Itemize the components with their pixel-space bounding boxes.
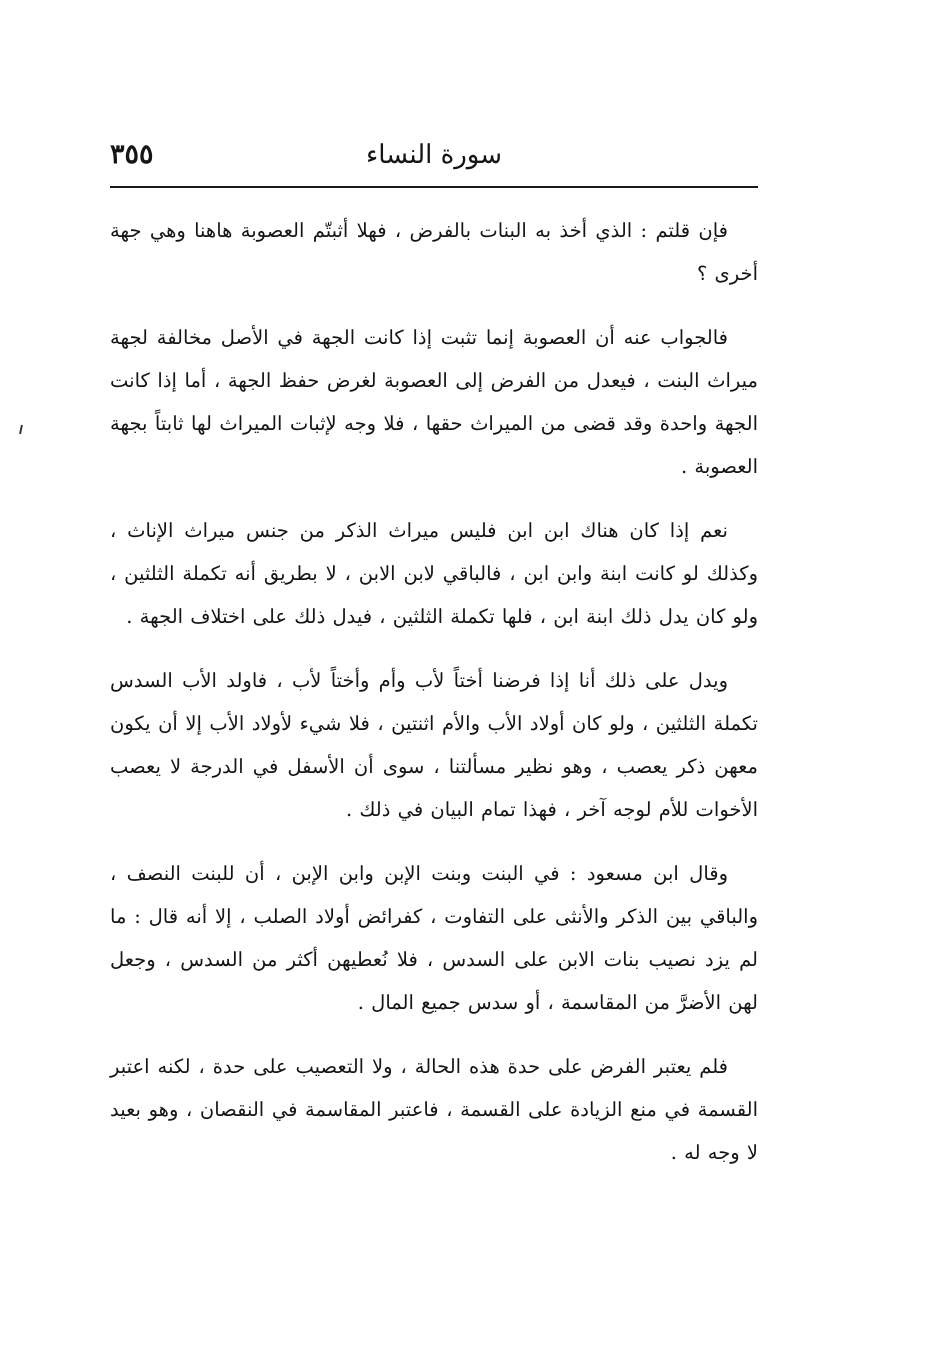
paragraph-5: وقال ابن مسعود : في البنت وبنت الإبن وابن الإبن ، أن للبنت النصف ، والباقي بين الذكر والأنثى على التفاوت ، كفرائض أولاد الصلب ، إلا أنه قال : ما لم يزد نصيب بنات الابن على السدس ، فلا نُعطيهن أكثر من السدس ، وجعل لهن الأضرَّ من المقاسمة ، أو سدس جميع المال . [110,862,758,1014]
paragraph-2: فالجواب عنه أن العصوبة إنما تثبت إذا كانت الجهة في الأصل مخالفة لجهة ميراث البنت ، فيعدل من الفرض إلى العصوبة لغرض حفظ الجهة ، أما إذا كانت الجهة واحدة وقد قضى من الميراث حقها ، فلا وجه لإثبات الميراث لها ثابتاً بجهة العصوبة . [110,326,758,478]
body-text [110,209,758,1174]
paragraph-4: ويدل على ذلك أنا إذا فرضنا أختاً لأب وأم وأختاً لأب ، فاولد الأب السدس تكملة الثلثين ، ولو كان أولاد الأب والأم اثنتين ، فلا شيء لأولاد الأب إلا أن يكون معهن ذكر يعصب ، وهو نظير مسألتنا ، سوى أن الأسفل في الدرجة لا يعصب الأخوات للأم لوجه آخر ، فهذا تمام البيان في ذلك . [110,669,758,821]
chapter-title: سورة النساء [366,140,502,170]
page-number: ٣٥٥ [110,139,154,170]
margin-mark [19,425,23,434]
paragraph-1: فإن قلتم : الذي أخذ به البنات بالفرض ، فهلا أثبتّم العصوبة هاهنا وهي جهة أخرى ؟ [110,219,758,285]
paragraph-6: فلم يعتبر الفرض على حدة هذه الحالة ، ولا التعصيب على حدة ، لكنه اعتبر القسمة في منع الزيادة على القسمة ، فاعتبر المقاسمة في النقصان ، وهو بعيد لا وجه له . [110,1055,758,1164]
paragraph-3: نعم إذا كان هناك ابن ابن فليس ميراث الذكر من جنس ميراث الإناث ، وكذلك لو كانت ابنة وابن ابن ، فالباقي لابن الابن ، لا بطريق أنه تكملة الثلثين ، ولو كان يدل ذلك ابنة ابن ، فلها تكملة الثلثين ، فيدل ذلك على اختلاف الجهة . [110,519,758,628]
header-rule [110,186,758,188]
running-header [110,135,758,175]
